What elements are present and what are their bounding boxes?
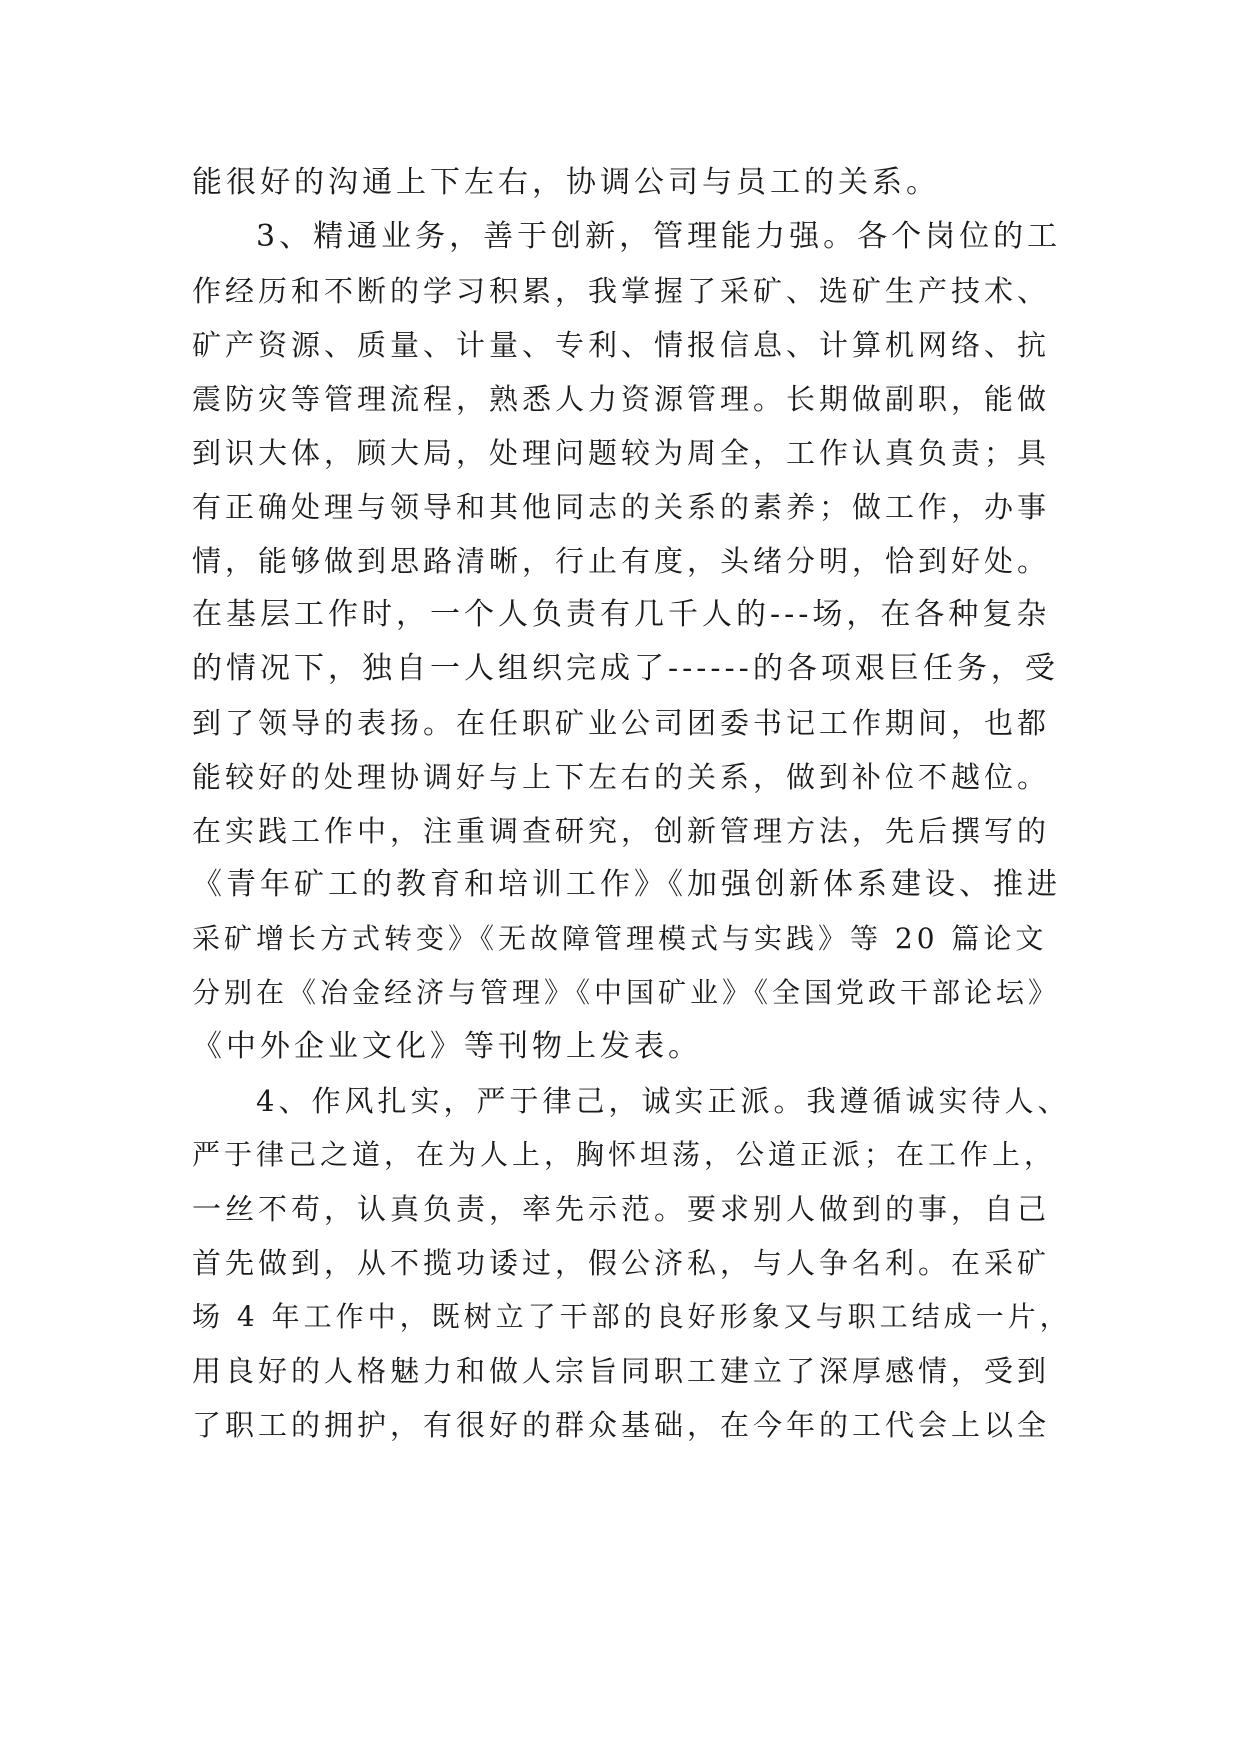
text-line: 分别在《冶金经济与管理》《中国矿业》《全国党政干部论坛》 [192,976,1061,1009]
text-line: 情，能够做到思路清晰，行止有度，头绪分明，恰到好处。 [192,544,1051,578]
body-text [192,156,1072,1452]
text-line: 矿产资源、质量、计量、专利、情报信息、计算机网络、抗 [192,328,1051,362]
text-line: 一丝不苟，认真负责，率先示范。要求别人做到的事，自己 [192,1192,1051,1226]
text-line: 有正确处理与领导和其他同志的关系的素养；做工作，办事 [192,490,1051,524]
text-line: 了职工的拥护，有很好的群众基础，在今年的工代会上以全 [192,1408,1051,1442]
text-line: 震防灾等管理流程，熟悉人力资源管理。长期做副职，能做 [192,382,1051,416]
text-line: 《青年矿工的教育和培训工作》《加强创新体系建设、推进 [192,867,1061,902]
text-line: 的情况下，独自一人组织完成了------的各项艰巨任务，受 [192,651,1059,686]
text-line: 到了领导的表扬。在任职矿业公司团委书记工作期间，也都 [192,706,1051,740]
paragraph-3-start: 3、精通业务，善于创新，管理能力强。各个岗位的工 [256,219,1062,254]
text-line: 《中外企业文化》等刊物上发表。 [192,1029,702,1064]
text-line: 采矿增长方式转变》《无故障管理模式与实践》等 20 篇论文 [192,922,1048,955]
text-line: 场 4 年工作中，既树立了干部的良好形象又与职工结成一片， [192,1300,1072,1333]
text-line: 作经历和不断的学习积累，我掌握了采矿、选矿生产技术、 [192,274,1051,308]
text-line: 在基层工作时，一个人负责有几千人的---场，在各种复杂 [192,597,1051,632]
text-line: 用良好的人格魅力和做人宗旨同职工建立了深厚感情，受到 [192,1354,1051,1388]
paragraph-4-start: 4、作风扎实，严于律己，诚实正派。我遵循诚实待人、 [256,1084,1071,1118]
text-line: 到识大体，顾大局，处理问题较为周全，工作认真负责；具 [192,436,1051,470]
text-line: 在实践工作中，注重调查研究，创新管理方法，先后撰写的 [192,814,1051,848]
text-line: 首先做到，从不揽功诿过，假公济私，与人争名利。在采矿 [192,1246,1051,1280]
text-line: 能很好的沟通上下左右，协调公司与员工的关系。 [192,165,940,200]
text-line: 能较好的处理协调好与上下左右的关系，做到补位不越位。 [192,760,1051,794]
text-line: 严于律己之道，在为人上，胸怀坦荡，公道正派；在工作上， [192,1138,1057,1171]
